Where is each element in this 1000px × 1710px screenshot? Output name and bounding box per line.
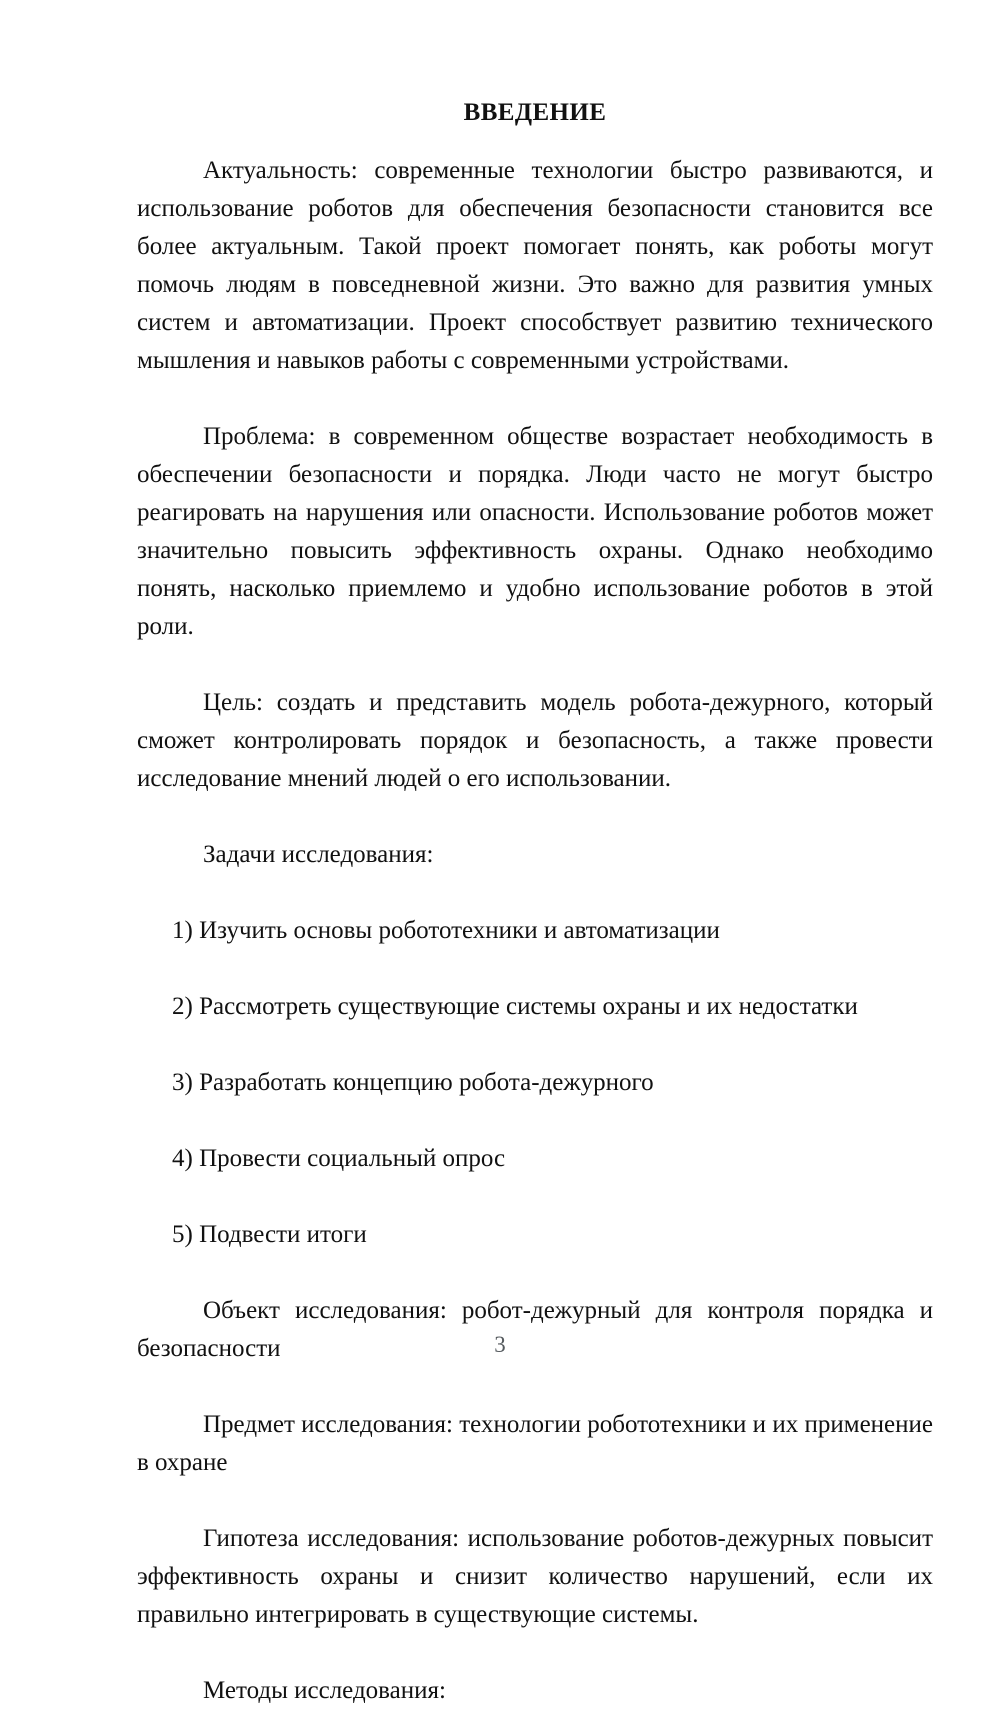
list-item: 5) Подвести итоги (172, 1221, 367, 1248)
paragraph-spacer (137, 1482, 933, 1520)
list-spacer (137, 1102, 933, 1140)
paragraph-hypothesis: Гипотеза исследования: использование роботов-дежурных повысит эффективность охраны и снизит количество нарушений, если их правильно интегрировать в существующие системы. (137, 1525, 933, 1628)
paragraph-object: Объект исследования: робот-дежурный для контроля порядка и безопасности (137, 1297, 933, 1362)
paragraph-goal: Цель: создать и представить модель робота-дежурного, который сможет контролировать порядок и безопасность, а также провести исследование мнений людей о его использовании. (137, 689, 933, 792)
list-item: 1) Изучить основы робототехники и автоматизации (172, 917, 720, 944)
paragraph-spacer (137, 1254, 933, 1292)
tasks-heading: Задачи исследования: (203, 841, 434, 868)
page-title: ВВЕДЕНИЕ (463, 99, 607, 126)
document-body (137, 94, 933, 1710)
paragraph-spacer (137, 1634, 933, 1672)
list-item: 2) Рассмотреть существующие системы охраны и их недостатки (172, 993, 858, 1020)
methods-heading: Методы исследования: (203, 1677, 446, 1704)
tasks-list (137, 912, 933, 1254)
paragraph-relevance: Актуальность: современные технологии быстро развиваются, и использование роботов для обеспечения безопасности становится все более актуальным. Такой проект помогает понять, как роботы могут помочь людям в повседневной жизни. Это важно для развития умных систем и автоматизации. Проект способствует развитию технического мышления и навыков работы с современными устройствами. (137, 157, 933, 374)
paragraph-spacer (137, 798, 933, 836)
list-item: 3) Разработать концепцию робота-дежурного (172, 1069, 654, 1096)
list-spacer (137, 950, 933, 988)
paragraph-spacer (137, 1368, 933, 1406)
list-spacer (137, 1026, 933, 1064)
paragraph-problem: Проблема: в современном обществе возрастает необходимость в обеспечении безопасности и порядка. Люди часто не могут быстро реагировать на нарушения или опасности. Использование роботов может значительно повысить эффективность охраны. Однако необходимо понять, насколько приемлемо и удобно использование роботов в этой роли. (137, 423, 933, 640)
paragraph-subject: Предмет исследования: технологии робототехники и их применение в охране (137, 1411, 933, 1476)
list-item: 4) Провести социальный опрос (172, 1145, 506, 1172)
page-number: 3 (494, 1332, 506, 1357)
paragraph-spacer (137, 874, 933, 912)
paragraph-spacer (137, 646, 933, 684)
list-spacer (137, 1178, 933, 1216)
paragraph-spacer (137, 380, 933, 418)
